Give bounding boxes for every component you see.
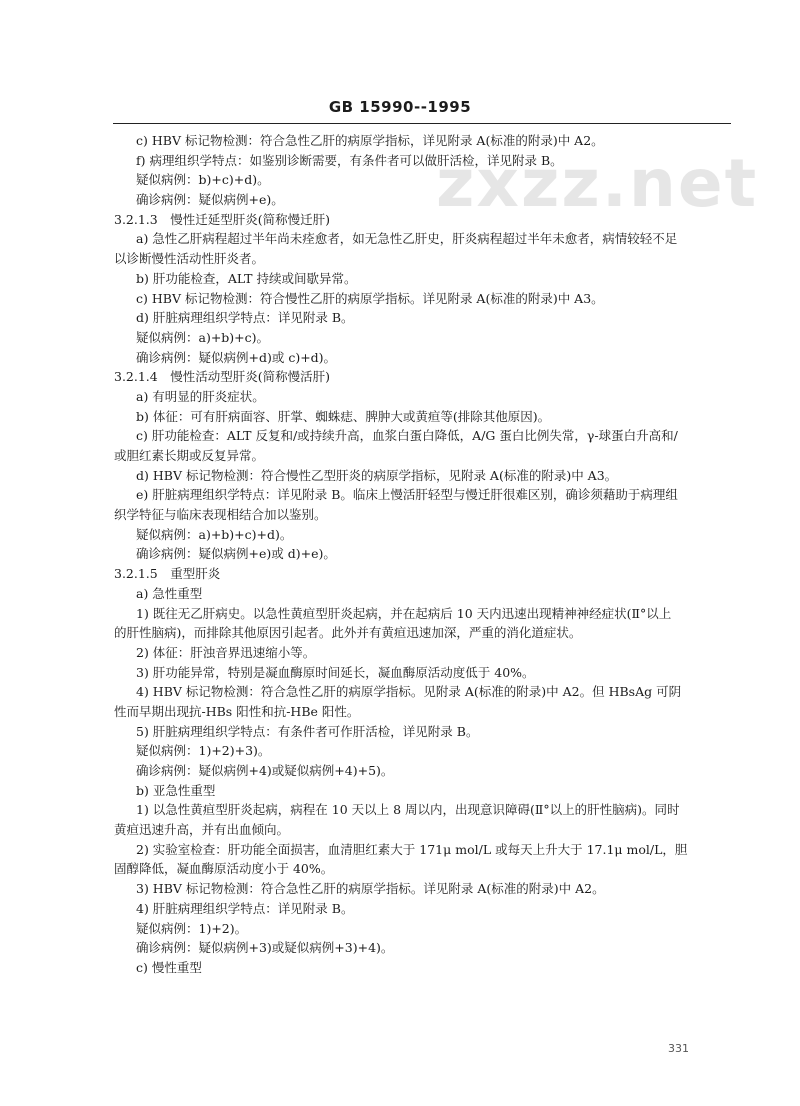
text-line: b) 体征：可有肝病面容、肝掌、蜘蛛痣、脾肿大或黄疸等(排除其他原因)。 (136, 408, 551, 424)
text-line: 确诊病例：疑似病例+e)。 (136, 192, 284, 208)
page-header-title: GB 15990--1995 (328, 98, 472, 116)
text-line: b) 肝功能检查，ALT 持续或间歇异常。 (136, 270, 357, 286)
text-line: 疑似病例：a)+b)+c)+d)。 (136, 526, 293, 542)
text-line: c) HBV 标记物检测：符合慢性乙肝的病原学指标。详见附录 A(标准的附录)中 A3。 (136, 290, 604, 306)
text-line: 疑似病例：1)+2)。 (136, 920, 248, 936)
text-line: 3) HBV 标记物检测：符合急性乙肝的病原学指标。详见附录 A(标准的附录)中 A2。 (136, 881, 605, 897)
text-line: 或胆红素长期或反复异常。 (114, 448, 265, 463)
text-line: 5) 肝脏病理组织学特点：有条件者可作肝活检，详见附录 B。 (136, 723, 479, 739)
text-line: c) HBV 标记物检测：符合急性乙肝的病原学指标，详见附录 A(标准的附录)中 A2。 (136, 133, 604, 148)
text-line: 1) 既往无乙肝病史。以急性黄疸型肝炎起病，并在起病后 10 天内迅速出现精神神经症状(Ⅱ°以上 (136, 605, 672, 621)
text-line: 疑似病例：a)+b)+c)。 (136, 329, 270, 345)
text-line: 的肝性脑病)，而排除其他原因引起者。此外并有黄疸迅速加深，严重的消化道症状。 (114, 625, 582, 641)
text-line: 1) 以急性黄疸型肝炎起病，病程在 10 天以上 8 周以内，出现意识障碍(Ⅱ°以上的肝性脑病)。同时 (136, 802, 680, 818)
document-body (114, 131, 734, 978)
text-line: 性而早期出现抗-HBs 阳性和抗-HBe 阳性。 (114, 703, 360, 719)
text-line: 3.2.1.5 重型肝炎 (114, 566, 221, 582)
text-line: a) 急性乙肝病程超过半年尚未痊愈者，如无急性乙肝史，肝炎病程超过半年未愈者，病情较轻不足 (136, 231, 678, 247)
text-line: b) 亚急性重型 (136, 782, 216, 798)
text-line: 3) 肝功能异常，特别是凝血酶原时间延长，凝血酶原活动度低于 40%。 (136, 664, 535, 680)
text-line: 2) 实验室检查：肝功能全面损害，血清胆红素大于 171μ mol/L 或每天上升大于 17.1μ mol/L，胆 (136, 841, 688, 857)
text-line: 确诊病例：疑似病例+4)或疑似病例+4)+5)。 (136, 763, 394, 778)
text-line: 3.2.1.3 慢性迁延型肝炎(简称慢迁肝) (114, 211, 330, 227)
text-line: 疑似病例：1)+2)+3)。 (136, 743, 271, 759)
text-line: 2) 体征：肝浊音界迅速缩小等。 (136, 644, 316, 660)
text-line: 确诊病例：疑似病例+d)或 c)+d)。 (136, 349, 337, 365)
text-line: 以诊断慢性活动性肝炎者。 (114, 251, 265, 267)
text-line: 织学特征与临床表现相结合加以鉴别。 (114, 507, 327, 523)
text-line: 固醇降低，凝血酶原活动度小于 40%。 (114, 861, 334, 877)
text-line: 疑似病例：b)+c)+d)。 (136, 172, 270, 188)
header-divider (113, 123, 731, 124)
text-line: 确诊病例：疑似病例+e)或 d)+e)。 (136, 546, 336, 562)
text-line: 确诊病例：疑似病例+3)或疑似病例+3)+4)。 (136, 940, 394, 956)
text-line: a) 有明显的肝炎症状。 (136, 388, 265, 404)
text-line: 3.2.1.4 慢性活动型肝炎(简称慢活肝) (114, 369, 330, 385)
text-line: 4) 肝脏病理组织学特点：详见附录 B。 (136, 900, 354, 916)
text-line: c) 肝功能检查：ALT 反复和/或持续升高，血浆白蛋白降低，A/G 蛋白比例失常，γ-球蛋白升高和/ (136, 428, 678, 444)
watermark: zxzz.net (436, 145, 759, 222)
text-line: d) HBV 标记物检测：符合慢性乙型肝炎的病原学指标，见附录 A(标准的附录)中 A3。 (136, 467, 618, 483)
text-line: a) 急性重型 (136, 585, 203, 601)
page-number: 331 (668, 1042, 689, 1055)
text-line: e) 肝脏病理组织学特点：详见附录 B。临床上慢活肝轻型与慢迁肝很难区别，确诊须藉助于病理组 (136, 487, 678, 503)
text-line: f) 病理组织学特点：如鉴别诊断需要，有条件者可以做肝活检，详见附录 B。 (136, 152, 563, 168)
text-line: 黄疸迅速升高，并有出血倾向。 (114, 822, 290, 838)
text-line: d) 肝脏病理组织学特点：详见附录 B。 (136, 310, 354, 326)
text-line: 4) HBV 标记物检测：符合急性乙肝的病原学指标。见附录 A(标准的附录)中 A2。但 HBsAg 可阴 (136, 684, 682, 700)
text-line: c) 慢性重型 (136, 959, 202, 975)
